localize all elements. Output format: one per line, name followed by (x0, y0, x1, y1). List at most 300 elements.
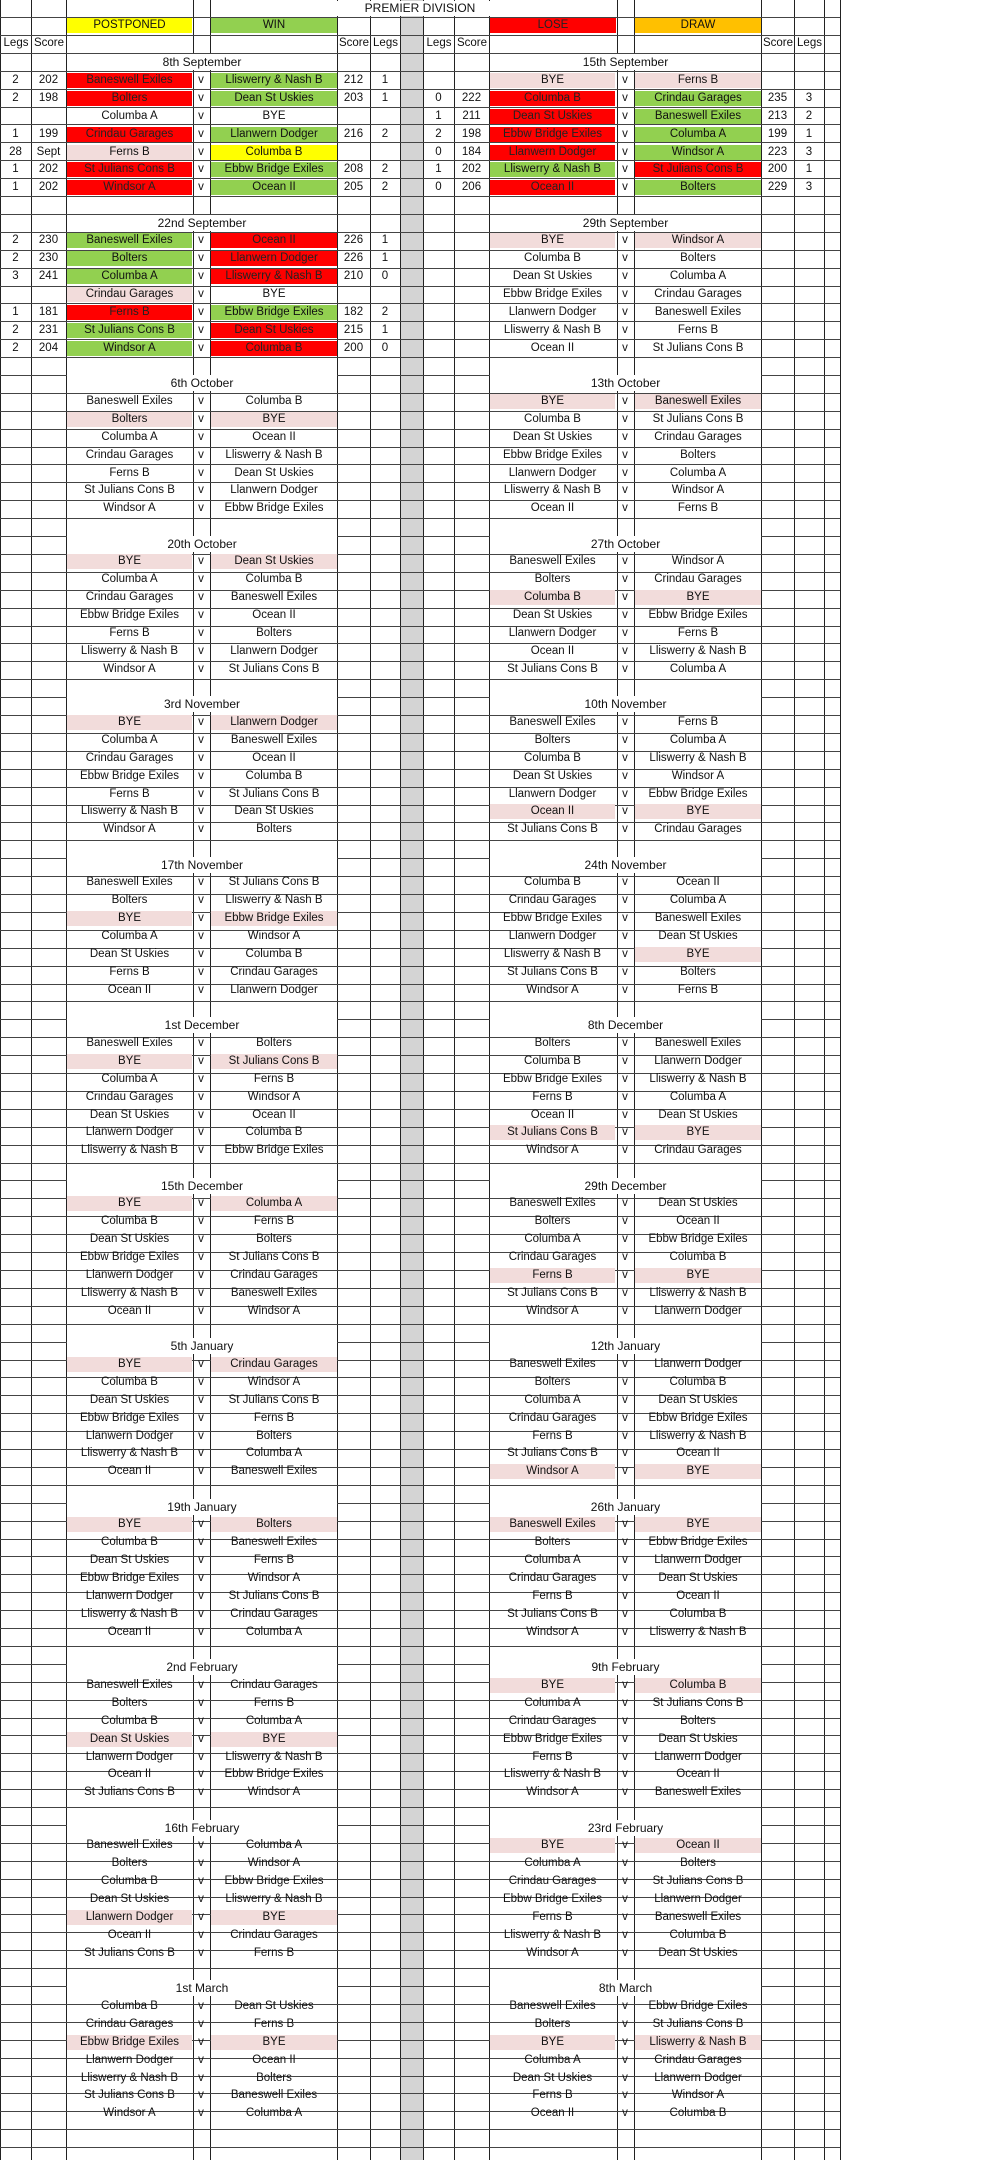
versus-label: v (198, 1073, 204, 1085)
home-team: Windsor A (526, 1786, 579, 1798)
away-team: Ocean II (676, 1590, 720, 1602)
home-team: St Julians Cons B (67, 162, 192, 177)
away-team: Crindau Garages (230, 1608, 318, 1620)
away-legs: 2 (381, 181, 389, 193)
home-legs: 1 (12, 306, 19, 318)
versus-label: v (198, 1857, 204, 1869)
home-team: Ebbw Bridge Exiles (79, 609, 180, 621)
versus-label: v (622, 467, 628, 479)
home-team: Ebbw Bridge Exiles (490, 127, 615, 142)
home-team: Bolters (111, 1857, 148, 1869)
away-team: Baneswell Exiles (635, 394, 761, 409)
away-team: Crindau Garages (230, 1269, 318, 1281)
home-team: St Julians Cons B (507, 663, 598, 675)
away-team: Llanwern Dodger (211, 251, 337, 266)
away-team: Windsor A (635, 233, 761, 248)
home-team: Windsor A (526, 1947, 579, 1959)
versus-label: v (622, 1376, 628, 1388)
home-team: Ebbw Bridge Exiles (502, 1073, 603, 1085)
header-score-away-right: Score (762, 37, 794, 49)
away-team: Dean St Uskies (658, 1947, 738, 1959)
away-team: Columba A (669, 1091, 727, 1103)
away-team: Ebbw Bridge Exiles (224, 502, 324, 514)
away-team: BYE (635, 947, 761, 962)
away-team: Ebbw Bridge Exiles (211, 162, 337, 177)
away-score: 235 (767, 92, 788, 104)
away-team: Bolters (680, 252, 716, 264)
versus-label: v (622, 2089, 628, 2101)
versus-label: v (622, 1839, 628, 1851)
home-team: Ferns B (109, 966, 150, 978)
home-score: 241 (38, 270, 59, 282)
home-team: Baneswell Exiles (509, 716, 596, 728)
versus-label: v (198, 591, 204, 603)
home-team: Baneswell Exiles (509, 555, 596, 567)
versus-label: v (622, 1287, 628, 1299)
home-team: Ocean II (530, 645, 575, 657)
versus-label: v (198, 1697, 204, 1709)
versus-label: v (622, 306, 628, 318)
away-team: Baneswell Exiles (654, 1786, 742, 1798)
away-team: BYE (635, 1125, 761, 1140)
away-team: St Julians Cons B (211, 1054, 337, 1069)
away-team: Crindau Garages (230, 1679, 318, 1691)
versus-label: v (622, 2000, 628, 2012)
away-team: Lliswerry & Nash B (225, 1893, 323, 1905)
home-score (455, 73, 488, 88)
away-score (762, 269, 793, 284)
away-team: Ferns B (253, 1412, 295, 1424)
home-team: Ocean II (490, 804, 615, 819)
home-team: Lliswerry & Nash B (80, 2072, 179, 2084)
versus-label: v (198, 1091, 204, 1103)
home-legs (1, 287, 30, 302)
away-team: Ebbw Bridge Exiles (648, 788, 748, 800)
versus-label: v (622, 1947, 628, 1959)
away-team: Lliswerry & Nash B (211, 73, 337, 88)
legend-win: WIN (211, 18, 337, 33)
versus-label: v (622, 395, 628, 407)
away-team: Lliswerry & Nash B (649, 645, 747, 657)
away-team: BYE (211, 1732, 337, 1747)
versus-label: v (198, 1358, 204, 1370)
away-team: Baneswell Exiles (230, 1287, 318, 1299)
away-team: Ferns B (253, 1697, 295, 1709)
versus-label: v (198, 1893, 204, 1905)
versus-label: v (622, 1305, 628, 1317)
versus-label: v (622, 1590, 628, 1602)
home-team: Columba B (490, 590, 615, 605)
home-team: Baneswell Exiles (490, 1517, 615, 1532)
versus-label: v (198, 1037, 204, 1049)
home-team: Dean St Uskies (89, 1394, 170, 1406)
versus-label: v (198, 413, 204, 425)
versus-label: v (198, 2089, 204, 2101)
home-team: Columba B (524, 1055, 581, 1067)
home-team: Dean St Uskies (512, 770, 593, 782)
home-legs: 1 (12, 181, 19, 193)
away-team: BYE (635, 590, 761, 605)
home-team: Crindau Garages (508, 1572, 597, 1584)
versus-label: v (198, 876, 204, 888)
home-team: Columba A (101, 431, 158, 443)
away-score: 200 (767, 163, 788, 175)
away-team: Crindau Garages (654, 2054, 742, 2066)
home-team: Llanwern Dodger (508, 306, 597, 318)
versus-label: v (198, 288, 204, 300)
away-legs: 1 (381, 324, 389, 336)
home-team: BYE (490, 2035, 615, 2050)
away-team: Lliswerry & Nash B (225, 894, 323, 906)
versus-label: v (622, 324, 628, 336)
home-team: Ferns B (532, 1430, 573, 1442)
home-score: 184 (461, 146, 482, 158)
versus-label: v (198, 1251, 204, 1263)
home-team: BYE (67, 911, 192, 926)
away-score: 229 (767, 181, 788, 193)
away-score: 212 (343, 74, 364, 86)
round-date: 3rd November (67, 696, 337, 712)
away-team: Ebbw Bridge Exiles (648, 1412, 748, 1424)
away-team: Baneswell Exiles (654, 1037, 742, 1049)
away-team: Crindau Garages (230, 1929, 318, 1941)
away-team: Ocean II (252, 431, 296, 443)
home-legs: 2 (12, 234, 19, 246)
away-team: Bolters (211, 1517, 337, 1532)
versus-label: v (622, 1447, 628, 1459)
home-team: BYE (67, 1357, 192, 1372)
away-team: Bolters (256, 1430, 292, 1442)
away-team: Llanwern Dodger (654, 1305, 742, 1317)
versus-label: v (198, 270, 204, 282)
away-team: St Julians Cons B (228, 1251, 320, 1263)
home-team: Dean St Uskies (512, 270, 593, 282)
home-team: Llanwern Dodger (67, 1910, 192, 1925)
home-team: St Julians Cons B (67, 323, 192, 338)
round-date: 15th September (490, 54, 761, 70)
versus-label: v (198, 2036, 204, 2048)
versus-label: v (198, 484, 204, 496)
away-legs: 3 (805, 92, 813, 104)
round-date: 8th December (490, 1017, 761, 1033)
home-team: Baneswell Exiles (509, 1197, 596, 1209)
home-team: Windsor A (526, 1305, 579, 1317)
away-team: Windsor A (635, 145, 761, 160)
away-team: Dean St Uskies (234, 467, 314, 479)
home-team: Columba A (524, 1697, 581, 1709)
away-legs: 0 (381, 342, 389, 354)
away-legs (795, 341, 823, 356)
away-team: Columba A (669, 734, 727, 746)
away-score (338, 109, 369, 124)
away-team: Columba A (669, 894, 727, 906)
versus-label: v (622, 1109, 628, 1121)
home-score: 199 (38, 128, 59, 140)
round-date: 27th October (490, 536, 761, 552)
home-team: Llanwern Dodger (508, 930, 597, 942)
away-team: Dean St Uskies (211, 91, 337, 106)
versus-label: v (622, 1751, 628, 1763)
home-team: Dean St Uskies (67, 1732, 192, 1747)
versus-label: v (198, 1412, 204, 1424)
away-team: Columba A (669, 467, 727, 479)
versus-label: v (622, 912, 628, 924)
versus-label: v (198, 1233, 204, 1245)
versus-label: v (198, 2054, 204, 2066)
away-team: Lliswerry & Nash B (649, 1287, 747, 1299)
away-team: Windsor A (671, 484, 725, 496)
home-legs (424, 305, 453, 320)
away-team: Columba B (245, 1126, 303, 1138)
versus-label: v (622, 894, 628, 906)
home-team: Ocean II (107, 1465, 152, 1477)
versus-label: v (622, 948, 628, 960)
away-team: Ocean II (676, 876, 720, 888)
away-team: Windsor A (671, 2089, 725, 2101)
away-team: Dean St Uskies (658, 1733, 738, 1745)
home-score (455, 341, 488, 356)
versus-label: v (198, 2107, 204, 2119)
away-team: St Julians Cons B (228, 663, 320, 675)
away-score (338, 145, 369, 160)
home-team: Crindau Garages (85, 752, 174, 764)
versus-label: v (198, 1608, 204, 1620)
away-team: Llanwern Dodger (230, 984, 318, 996)
away-team: Crindau Garages (635, 91, 761, 106)
round-date: 26th January (490, 1499, 761, 1515)
versus-label: v (198, 1126, 204, 1138)
home-team: Columba B (101, 1875, 158, 1887)
home-legs: 28 (9, 146, 22, 158)
home-score: 202 (38, 163, 59, 175)
away-team: Bolters (680, 449, 716, 461)
away-team: Columba A (245, 1839, 303, 1851)
away-team: Bolters (256, 1233, 292, 1245)
versus-label: v (622, 805, 628, 817)
home-team: Columba A (101, 734, 158, 746)
away-team: St Julians Cons B (652, 2018, 744, 2030)
versus-label: v (622, 645, 628, 657)
versus-label: v (198, 502, 204, 514)
away-team: Baneswell Exiles (230, 734, 318, 746)
round-date: 19th January (67, 1499, 337, 1515)
versus-label: v (622, 573, 628, 585)
home-team: Ferns B (490, 1268, 615, 1283)
versus-label: v (622, 484, 628, 496)
home-team: Crindau Garages (85, 449, 174, 461)
home-team: Llanwern Dodger (508, 788, 597, 800)
away-team: Columba B (669, 1608, 727, 1620)
home-team: Columba A (101, 110, 158, 122)
versus-label: v (622, 876, 628, 888)
home-team: Llanwern Dodger (490, 145, 615, 160)
away-team: Dean St Uskies (658, 1394, 738, 1406)
versus-label: v (198, 1536, 204, 1548)
away-team: Ocean II (211, 233, 337, 248)
away-score (338, 287, 369, 302)
away-team: Lliswerry & Nash B (649, 1430, 747, 1442)
versus-label: v (622, 234, 628, 246)
home-team: BYE (67, 554, 192, 569)
away-team: St Julians Cons B (635, 162, 761, 177)
versus-label: v (198, 609, 204, 621)
header-legs-away-right: Legs (797, 37, 822, 49)
home-team: Ebbw Bridge Exiles (79, 1251, 180, 1263)
round-date: 17th November (67, 857, 337, 873)
versus-label: v (622, 1144, 628, 1156)
versus-label: v (198, 1394, 204, 1406)
home-team: Dean St Uskies (512, 431, 593, 443)
versus-label: v (622, 252, 628, 264)
away-team: BYE (635, 1517, 761, 1532)
versus-label: v (622, 1608, 628, 1620)
away-team: Bolters (256, 823, 292, 835)
home-score: 202 (38, 74, 59, 86)
away-team: Columba B (245, 573, 303, 585)
away-team: Dean St Uskies (234, 805, 314, 817)
versus-label: v (198, 912, 204, 924)
away-team: Columba A (245, 2107, 303, 2119)
away-team: BYE (211, 1910, 337, 1925)
versus-label: v (198, 627, 204, 639)
away-team: Columba B (245, 395, 303, 407)
home-team: BYE (67, 1517, 192, 1532)
versus-label: v (198, 663, 204, 675)
home-team: Columba A (524, 2054, 581, 2066)
versus-label: v (198, 1055, 204, 1067)
away-team: Columba B (669, 1929, 727, 1941)
home-team: BYE (67, 715, 192, 730)
round-date: 15th December (67, 1178, 337, 1194)
away-legs: 1 (381, 74, 389, 86)
away-team: Baneswell Exiles (230, 591, 318, 603)
versus-label: v (198, 1197, 204, 1209)
away-team: Baneswell Exiles (230, 1465, 318, 1477)
versus-label: v (198, 1626, 204, 1638)
home-team: St Julians Cons B (84, 484, 175, 496)
home-team: Lliswerry & Nash B (80, 805, 179, 817)
home-legs: 1 (435, 163, 442, 175)
home-legs: 0 (435, 146, 442, 158)
away-score (762, 323, 793, 338)
home-score: Sept (36, 146, 61, 158)
away-team: Ebbw Bridge Exiles (224, 1875, 324, 1887)
home-team: Baneswell Exiles (86, 876, 173, 888)
away-team: Ocean II (676, 1768, 720, 1780)
home-team: Llanwern Dodger (508, 467, 597, 479)
versus-label: v (622, 788, 628, 800)
home-team: Dean St Uskies (512, 609, 593, 621)
home-team: Ebbw Bridge Exiles (67, 2035, 192, 2050)
away-team: Ocean II (676, 1215, 720, 1227)
away-score: 205 (343, 181, 364, 193)
away-score: 216 (343, 128, 364, 140)
versus-label: v (622, 1358, 628, 1370)
away-team: Ferns B (635, 73, 761, 88)
home-team: Crindau Garages (85, 1091, 174, 1103)
home-score: 198 (461, 128, 482, 140)
versus-label: v (622, 1465, 628, 1477)
home-team: Ocean II (107, 984, 152, 996)
away-team: Ebbw Bridge Exiles (648, 2000, 748, 2012)
away-legs (795, 323, 823, 338)
away-team: Baneswell Exiles (654, 912, 742, 924)
round-date: 1st December (67, 1017, 337, 1033)
away-legs: 0 (381, 270, 389, 282)
round-date: 24th November (490, 857, 761, 873)
home-team: Windsor A (103, 663, 156, 675)
away-score: 199 (767, 128, 788, 140)
away-team: Bolters (680, 1715, 716, 1727)
home-score: 230 (38, 252, 59, 264)
away-team: Windsor A (247, 1305, 301, 1317)
home-team: Ferns B (532, 1751, 573, 1763)
away-legs (795, 251, 823, 266)
home-team: Columba A (67, 269, 192, 284)
away-team: Crindau Garages (654, 288, 742, 300)
home-team: Crindau Garages (508, 1715, 597, 1727)
away-team: Baneswell Exiles (654, 1911, 742, 1923)
home-team: Llanwern Dodger (85, 1751, 174, 1763)
home-team: Baneswell Exiles (86, 1679, 173, 1691)
versus-label: v (198, 181, 204, 193)
versus-label: v (622, 1394, 628, 1406)
away-team: Ebbw Bridge Exiles (648, 609, 748, 621)
round-date: 23rd February (490, 1820, 761, 1836)
versus-label: v (198, 431, 204, 443)
away-team: Llanwern Dodger (654, 1893, 742, 1905)
home-team: Lliswerry & Nash B (490, 162, 615, 177)
away-legs (371, 287, 399, 302)
versus-label: v (622, 342, 628, 354)
home-team: Ocean II (107, 1626, 152, 1638)
round-date: 22nd September (67, 215, 337, 231)
home-team: St Julians Cons B (84, 1947, 175, 1959)
home-score: 230 (38, 234, 59, 246)
away-legs: 3 (805, 181, 813, 193)
away-legs: 1 (381, 252, 389, 264)
away-team: Bolters (680, 1857, 716, 1869)
home-team: BYE (67, 1196, 192, 1211)
versus-label: v (622, 1697, 628, 1709)
home-team: Ocean II (107, 1768, 152, 1780)
legend-postponed: POSTPONED (67, 18, 192, 33)
versus-label: v (198, 128, 204, 140)
away-team: Columba A (669, 663, 727, 675)
away-team: Ocean II (252, 1109, 296, 1121)
away-team: Bolters (680, 966, 716, 978)
versus-label: v (622, 431, 628, 443)
away-legs: 2 (381, 163, 389, 175)
versus-label: v (198, 1590, 204, 1602)
header-score-home-right: Score (456, 37, 488, 49)
away-score (762, 73, 793, 88)
versus-label: v (622, 110, 628, 122)
home-legs: 2 (12, 252, 19, 264)
away-team: Llanwern Dodger (211, 715, 337, 730)
away-team: Ebbw Bridge Exiles (211, 305, 337, 320)
home-team: Bolters (534, 1536, 571, 1548)
home-team: Windsor A (526, 984, 579, 996)
versus-label: v (198, 984, 204, 996)
header-score-home-left: Score (33, 37, 65, 49)
home-score (32, 287, 65, 302)
away-team: Columba A (245, 1715, 303, 1727)
away-legs: 1 (805, 128, 813, 140)
away-team: St Julians Cons B (228, 876, 320, 888)
home-team: Columba B (524, 876, 581, 888)
home-team: Columba B (101, 2000, 158, 2012)
